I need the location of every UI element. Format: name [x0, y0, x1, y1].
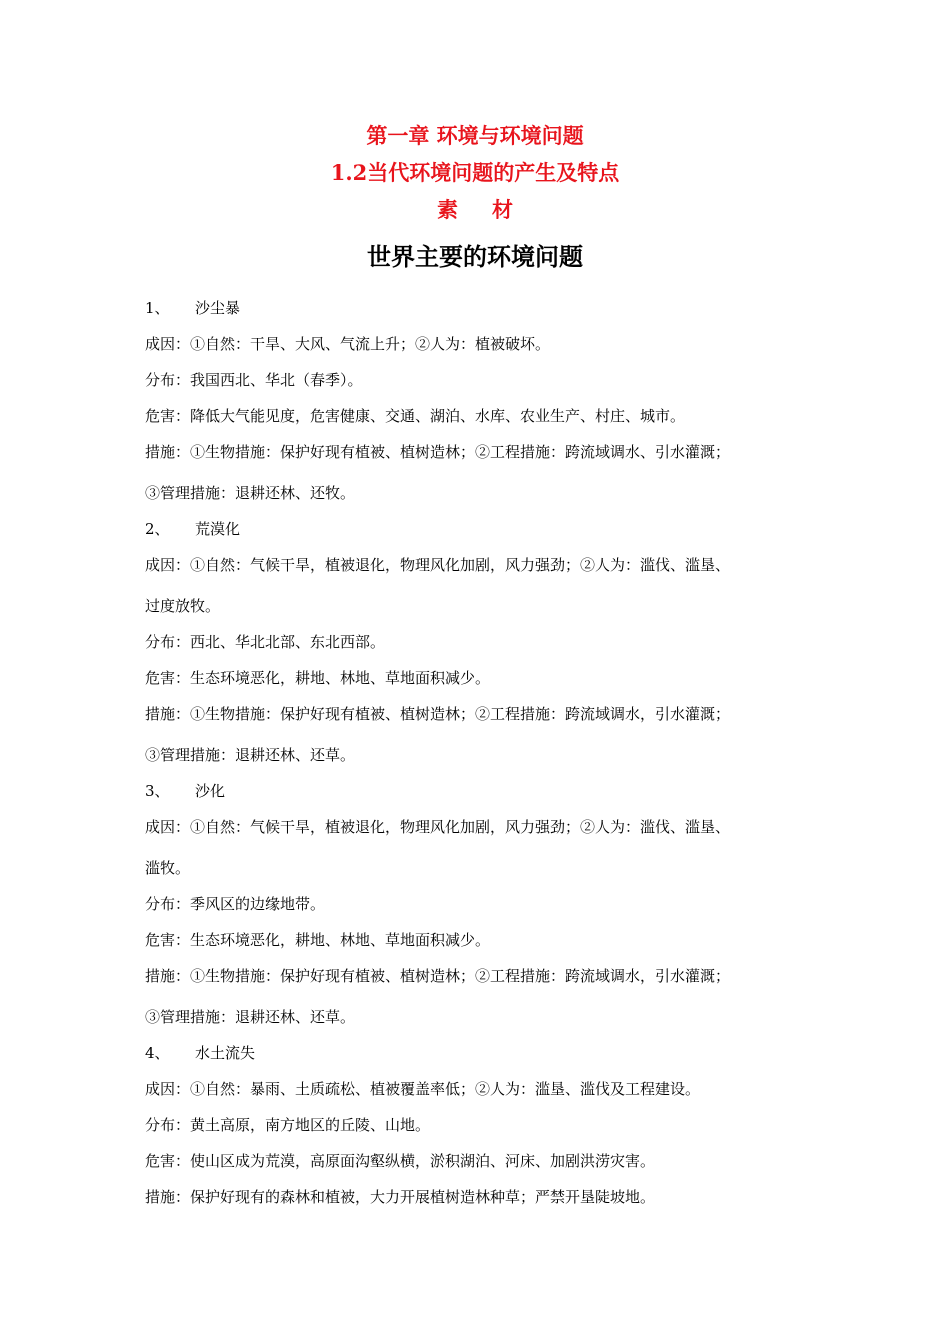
material-label — [0, 197, 950, 223]
cause-line: 成因：①自然：干旱、大风、气流上升；②人为：植被破坏。 — [145, 335, 551, 353]
distribution-line: 分布：黄土高原，南方地区的丘陵、山地。 — [145, 1116, 431, 1134]
harm-line: 危害：降低大气能见度，危害健康、交通、湖泊、水库、农业生产、村庄、城市。 — [145, 407, 686, 425]
material-label-char-1: 素 — [437, 197, 458, 222]
section-heading-2 — [145, 515, 805, 551]
measures-line: 措施：①生物措施：保护好现有植被、植树造林；②工程措施：跨流域调水，引水灌溉； — [145, 967, 731, 985]
cause-line-continued: 滥牧。 — [145, 859, 191, 877]
measures-line: 措施：①生物措施：保护好现有植被、植树造林；②工程措施：跨流域调水，引水灌溉； — [145, 705, 731, 723]
cause-line-continued: 过度放牧。 — [145, 597, 221, 615]
measures-line: 措施：①生物措施：保护好现有植被、植树造林；②工程措施：跨流域调水、引水灌溉； — [145, 443, 731, 461]
section-heading-4 — [145, 1039, 805, 1075]
material-label-char-2: 材 — [492, 197, 513, 222]
distribution-line: 分布：我国西北、华北（春季）。 — [145, 371, 363, 389]
main-title: 世界主要的环境问题 — [367, 242, 583, 271]
distribution-line: 分布：西北、华北北部、东北西部。 — [145, 633, 386, 651]
section-name: 沙尘暴 — [195, 299, 241, 317]
section-number: 3、 — [145, 782, 170, 800]
section-number: 1、 — [145, 299, 170, 317]
cause-line: 成因：①自然：暴雨、土质疏松、植被覆盖率低；②人为：滥垦、滥伐及工程建设。 — [145, 1080, 701, 1098]
section-title: 1.2当代环境问题的产生及特点 — [330, 160, 620, 185]
harm-line: 危害：生态环境恶化，耕地、林地、草地面积减少。 — [145, 669, 491, 687]
measures-line: 措施：保护好现有的森林和植被，大力开展植树造林种草；严禁开垦陡坡地。 — [145, 1188, 656, 1206]
section-number: 4、 — [145, 1044, 170, 1062]
document-body — [145, 294, 805, 1219]
harm-line: 危害：使山区成为荒漠，高原面沟壑纵横，淤积湖泊、河床、加剧洪涝灾害。 — [145, 1152, 656, 1170]
measures-line-continued: ③管理措施：退耕还林、还牧。 — [145, 484, 356, 502]
section-name: 荒漠化 — [195, 520, 241, 538]
distribution-line: 分布：季风区的边缘地带。 — [145, 895, 326, 913]
measures-line-continued: ③管理措施：退耕还林、还草。 — [145, 1008, 356, 1026]
chapter-title: 第一章 环境与环境问题 — [366, 123, 584, 148]
harm-line: 危害：生态环境恶化，耕地、林地、草地面积减少。 — [145, 931, 491, 949]
section-heading-1 — [145, 294, 805, 330]
measures-line-continued: ③管理措施：退耕还林、还草。 — [145, 746, 356, 764]
section-name: 水土流失 — [195, 1044, 256, 1062]
section-name: 沙化 — [195, 782, 226, 800]
cause-line: 成因：①自然：气候干旱，植被退化，物理风化加剧，风力强劲；②人为：滥伐、滥垦、 — [145, 818, 731, 836]
section-heading-3 — [145, 777, 805, 813]
section-number: 2、 — [145, 520, 170, 538]
cause-line: 成因：①自然：气候干旱，植被退化，物理风化加剧，风力强劲；②人为：滥伐、滥垦、 — [145, 556, 731, 574]
